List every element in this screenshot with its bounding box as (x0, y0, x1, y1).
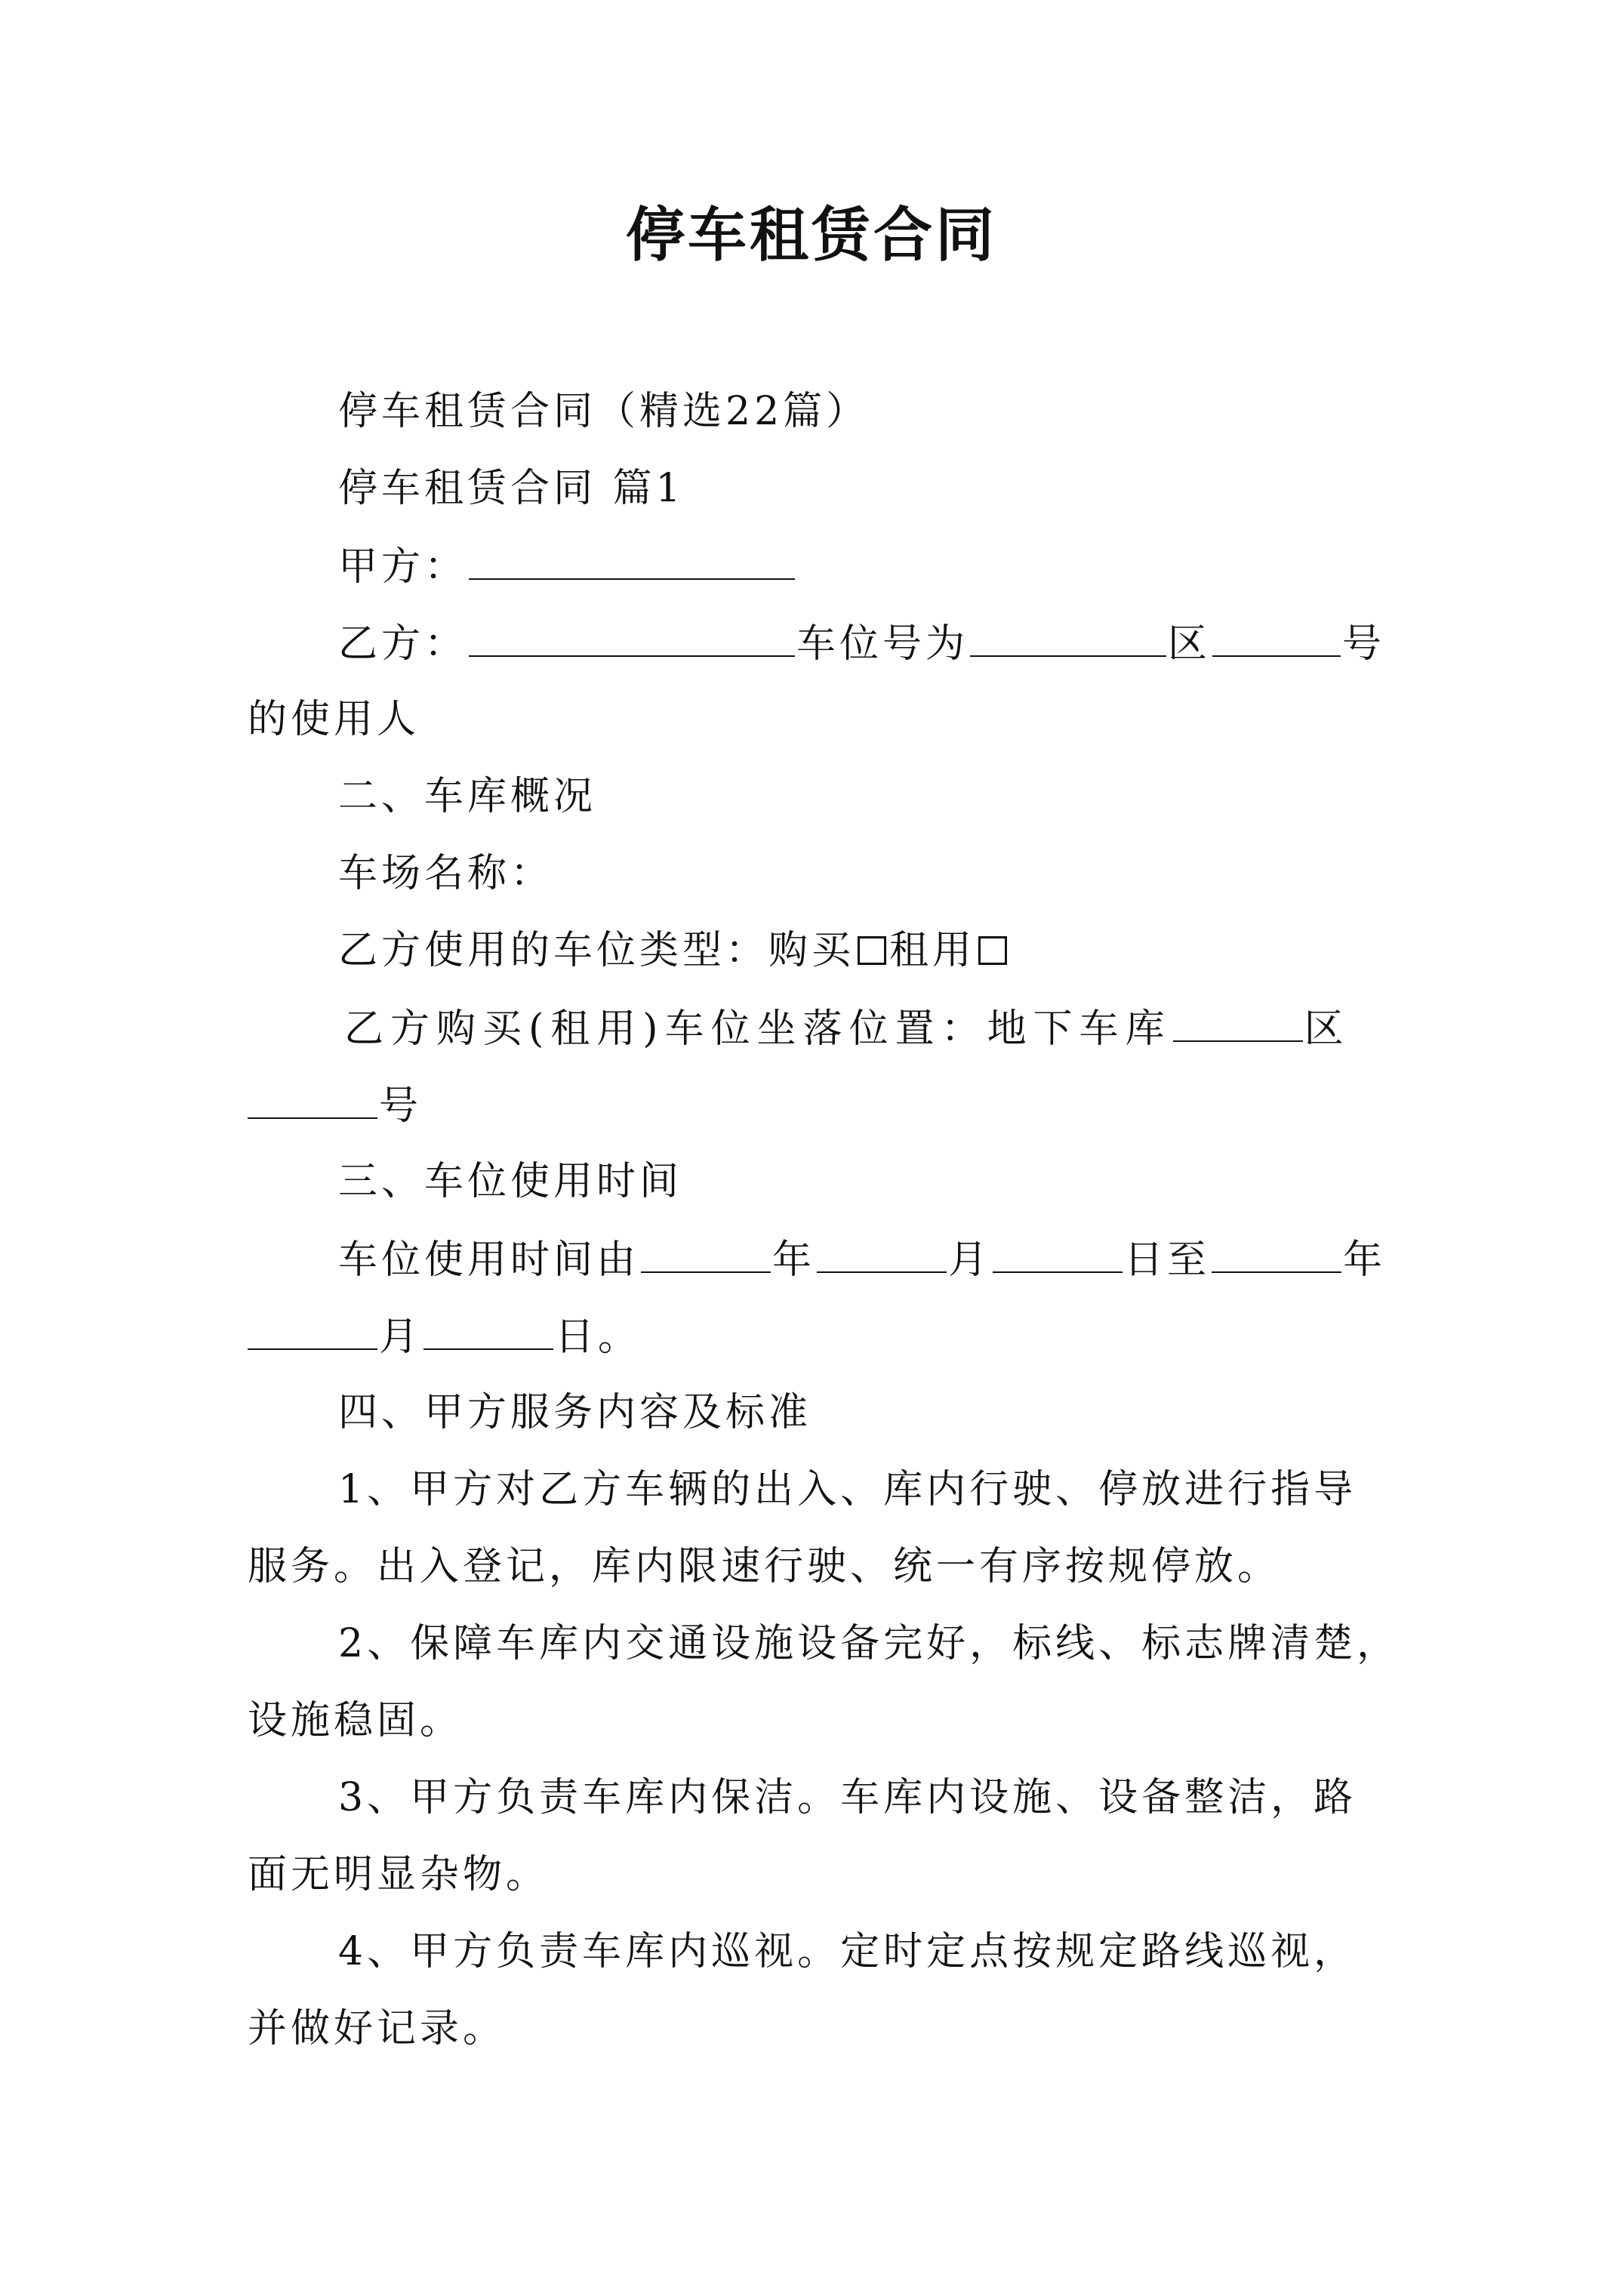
party-b-space-text: 车位号为 (796, 621, 969, 667)
document-subtitle: 停车租赁合同（精选22篇） (338, 389, 870, 434)
party-a-line (338, 539, 796, 593)
party-b-zone-text: 区 (1168, 621, 1212, 667)
space-type-rent: 租用 (889, 928, 976, 973)
time-line (338, 1232, 1386, 1287)
section-4-heading: 四、甲方服务内容及标准 (338, 1390, 812, 1435)
start-day-blank (993, 1232, 1123, 1273)
party-a-blank (469, 539, 795, 580)
end-month-blank (248, 1309, 377, 1350)
end-day-blank (423, 1309, 553, 1350)
clause-4-line-2: 并做好记录。 (248, 2006, 507, 2051)
purchase-checkbox[interactable] (858, 936, 886, 965)
party-b-number-text: 号 (1342, 621, 1386, 667)
space-type-label: 乙方使用的车位类型：购买 (338, 928, 855, 973)
article-heading: 停车租赁合同 篇1 (338, 466, 685, 511)
start-year-blank (641, 1232, 771, 1273)
clause-2-line-1: 2、保障车库内交通设施设备完好，标线、标志牌清楚， (338, 1621, 1400, 1666)
end-year-blank (1212, 1232, 1341, 1273)
clause-2-line-2: 设施稳固。 (248, 1698, 463, 1743)
party-b-tail: 的使用人 (248, 697, 420, 742)
party-a-label: 甲方： (338, 544, 468, 590)
space-number-blank (970, 616, 1166, 657)
clause-1-line-2: 服务。出入登记，库内限速行驶、统一有序按规停放。 (248, 1544, 1281, 1589)
party-b-blank (469, 616, 795, 657)
section-3-heading: 三、车位使用时间 (338, 1159, 683, 1204)
party-b-label: 乙方： (338, 621, 468, 667)
zone-number-blank (1212, 616, 1341, 657)
location-zone-blank (1173, 1001, 1303, 1042)
location-line-cont (248, 1078, 422, 1133)
space-type-line (338, 924, 1010, 977)
start-month-text: 月 (948, 1237, 992, 1283)
location-number-blank (248, 1078, 377, 1119)
time-prefix: 车位使用时间由 (338, 1237, 640, 1283)
lot-name-line: 车场名称： (338, 851, 554, 896)
location-label: 乙方购买(租用)车位坐落位置：地下车库 (344, 1006, 1172, 1052)
end-year-text: 年 (1343, 1237, 1387, 1283)
clause-3-line-1: 3、甲方负责车库内保洁。车库内设施、设备整洁，路 (338, 1775, 1357, 1820)
location-number-text: 号 (379, 1083, 423, 1129)
start-month-blank (817, 1232, 947, 1273)
location-line (344, 1001, 1350, 1056)
time-line-cont (248, 1309, 641, 1364)
start-year-text: 年 (772, 1237, 816, 1283)
end-month-text: 月 (379, 1314, 423, 1360)
rent-checkbox[interactable] (978, 936, 1007, 965)
location-zone-text: 区 (1304, 1006, 1350, 1052)
clause-3-line-2: 面无明显杂物。 (248, 1852, 550, 1897)
day-to-text: 日至 (1124, 1237, 1211, 1283)
document-title: 停车租赁合同 (625, 201, 997, 270)
section-2-heading: 二、车库概况 (338, 774, 597, 819)
clause-1-line-1: 1、甲方对乙方车辆的出入、库内行驶、停放进行指导 (338, 1467, 1357, 1512)
clause-4-line-1: 4、甲方负责车库内巡视。定时定点按规定路线巡视， (338, 1929, 1357, 1974)
day-end-text: 日。 (555, 1314, 642, 1360)
party-b-line (338, 616, 1385, 670)
